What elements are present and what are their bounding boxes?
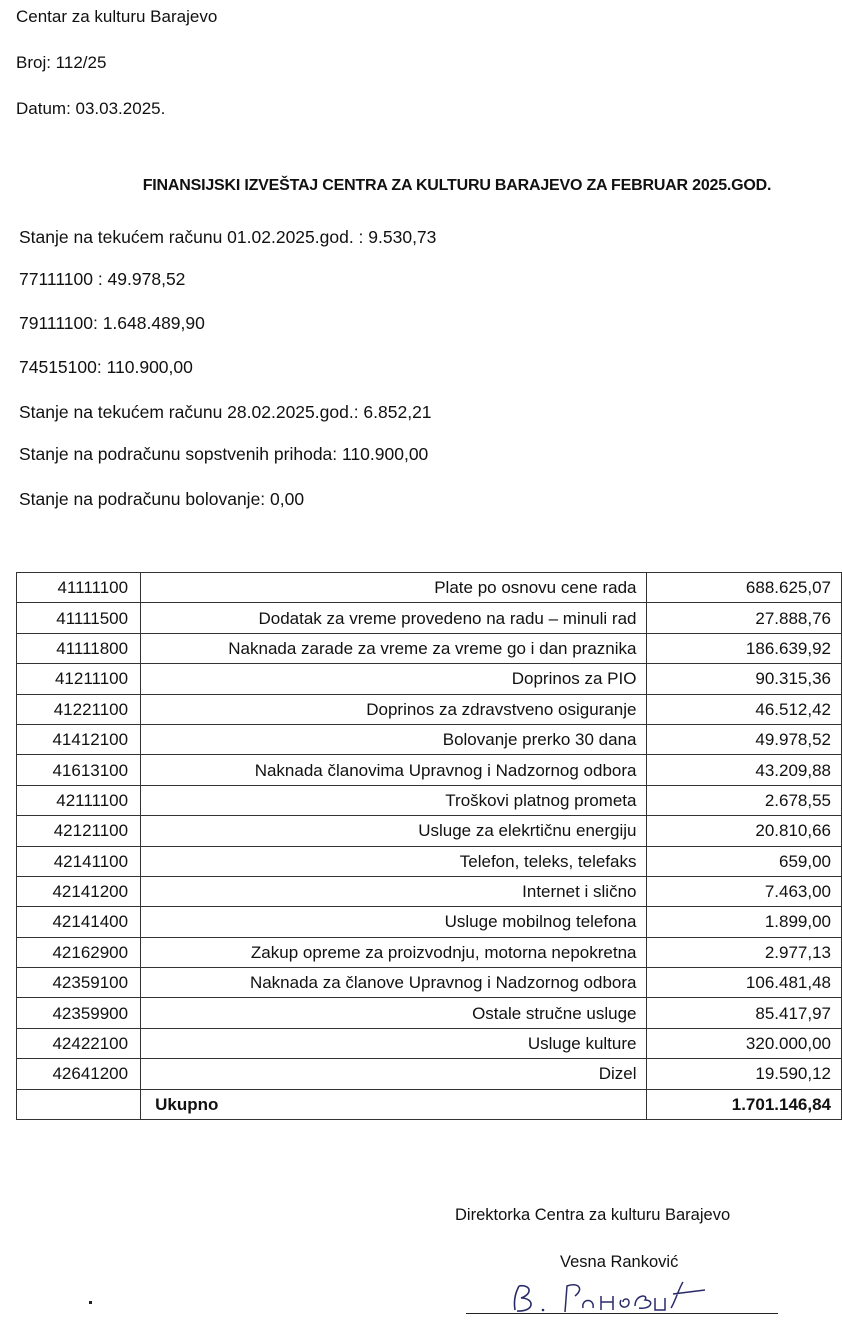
summary-line-opening-balance: Stanje na tekućem računu 01.02.2025.god. : 9.530,73 xyxy=(19,227,437,247)
expense-description: Usluge mobilnog telefona xyxy=(141,907,647,937)
account-code: 41221100 xyxy=(17,694,141,724)
account-code: 42162900 xyxy=(17,937,141,967)
table-row xyxy=(17,846,842,876)
account-code: 41111500 xyxy=(17,603,141,633)
expense-amount: 19.590,12 xyxy=(647,1059,842,1089)
expense-description: Dizel xyxy=(141,1059,647,1089)
table-row xyxy=(17,1028,842,1058)
account-code: 42141100 xyxy=(17,846,141,876)
table-row xyxy=(17,968,842,998)
total-row xyxy=(17,1089,842,1119)
table-row xyxy=(17,694,842,724)
signature-line xyxy=(466,1313,778,1314)
expense-amount: 2.678,55 xyxy=(647,785,842,815)
summary-line-account-77111100: 77111100 : 49.978,52 xyxy=(19,269,186,289)
expense-description: Doprinos za zdravstveno osiguranje xyxy=(141,694,647,724)
expense-amount: 7.463,00 xyxy=(647,876,842,906)
expense-description: Usluge kulture xyxy=(141,1028,647,1058)
table-row xyxy=(17,785,842,815)
expense-amount: 43.209,88 xyxy=(647,755,842,785)
table-row xyxy=(17,937,842,967)
expense-amount: 320.000,00 xyxy=(647,1028,842,1058)
account-code: 41613100 xyxy=(17,755,141,785)
account-code: 41412100 xyxy=(17,724,141,754)
expense-amount: 20.810,66 xyxy=(647,816,842,846)
expense-amount: 106.481,48 xyxy=(647,968,842,998)
expense-amount: 46.512,42 xyxy=(647,694,842,724)
expense-description: Naknada za članove Upravnog i Nadzornog odbora xyxy=(141,968,647,998)
organization-name: Centar za kulturu Barajevo xyxy=(16,7,218,26)
expense-amount: 90.315,36 xyxy=(647,664,842,694)
expense-amount: 2.977,13 xyxy=(647,937,842,967)
expense-description: Zakup opreme za proizvodnju, motorna nepokretna xyxy=(141,937,647,967)
summary-line-account-79111100: 79111100: 1.648.489,90 xyxy=(19,313,205,333)
scan-speck xyxy=(89,1301,92,1304)
handwritten-signature xyxy=(505,1278,725,1318)
expense-amount: 27.888,76 xyxy=(647,603,842,633)
account-code: 41111800 xyxy=(17,633,141,663)
table-row xyxy=(17,816,842,846)
report-title: FINANSIJSKI IZVEŠTAJ CENTRA ZA KULTURU BARAJEVO ZA FEBRUAR 2025.GOD. xyxy=(142,177,772,194)
table-row xyxy=(17,724,842,754)
account-code: 42422100 xyxy=(17,1028,141,1058)
expense-description: Internet i slično xyxy=(141,876,647,906)
table-row xyxy=(17,998,842,1028)
expense-description: Dodatak za vreme provedeno na radu – minuli rad xyxy=(141,603,647,633)
table-row xyxy=(17,876,842,906)
summary-line-account-74515100: 74515100: 110.900,00 xyxy=(19,357,193,377)
expense-description: Bolovanje prerko 30 dana xyxy=(141,724,647,754)
expense-description: Plate po osnovu cene rada xyxy=(141,573,647,603)
table-row xyxy=(17,1059,842,1089)
summary-line-sick-leave: Stanje na podračunu bolovanje: 0,00 xyxy=(19,489,305,509)
expense-description: Usluge za elekrtičnu energiju xyxy=(141,816,647,846)
expense-description: Ostale stručne usluge xyxy=(141,998,647,1028)
document-date: Datum: 03.03.2025. xyxy=(16,99,166,118)
account-code: 42141400 xyxy=(17,907,141,937)
expense-description: Naknada članovima Upravnog i Nadzornog odbora xyxy=(141,755,647,785)
expense-description: Telefon, teleks, telefaks xyxy=(141,846,647,876)
table-row xyxy=(17,573,842,603)
account-code: 42111100 xyxy=(17,785,141,815)
total-label: Ukupno xyxy=(141,1089,647,1119)
expense-amount: 186.639,92 xyxy=(647,633,842,663)
expense-amount: 688.625,07 xyxy=(647,573,842,603)
account-code: 42121100 xyxy=(17,816,141,846)
account-code: 42359900 xyxy=(17,998,141,1028)
expense-amount: 659,00 xyxy=(647,846,842,876)
total-code xyxy=(17,1089,141,1119)
expense-description: Troškovi platnog prometa xyxy=(141,785,647,815)
account-code: 42641200 xyxy=(17,1059,141,1089)
expense-amount: 1.899,00 xyxy=(647,907,842,937)
signatory-title: Direktorka Centra za kulturu Barajevo xyxy=(455,1206,731,1224)
signatory-name: Vesna Ranković xyxy=(560,1253,679,1271)
expense-description: Doprinos za PIO xyxy=(141,664,647,694)
table-row xyxy=(17,755,842,785)
account-code: 42359100 xyxy=(17,968,141,998)
total-amount: 1.701.146,84 xyxy=(647,1089,842,1119)
table-row xyxy=(17,664,842,694)
expenses-table xyxy=(16,572,842,1120)
expense-amount: 85.417,97 xyxy=(647,998,842,1028)
account-code: 42141200 xyxy=(17,876,141,906)
table-row xyxy=(17,603,842,633)
account-code: 41111100 xyxy=(17,573,141,603)
table-row xyxy=(17,907,842,937)
summary-line-closing-balance: Stanje na tekućem računu 28.02.2025.god.: 6.852,21 xyxy=(19,402,432,422)
expense-amount: 49.978,52 xyxy=(647,724,842,754)
table-row xyxy=(17,633,842,663)
summary-line-own-revenue: Stanje na podračunu sopstvenih prihoda: 110.900,00 xyxy=(19,444,429,464)
account-code: 41211100 xyxy=(17,664,141,694)
expense-description: Naknada zarade za vreme za vreme go i dan praznika xyxy=(141,633,647,663)
document-number: Broj: 112/25 xyxy=(16,53,107,72)
